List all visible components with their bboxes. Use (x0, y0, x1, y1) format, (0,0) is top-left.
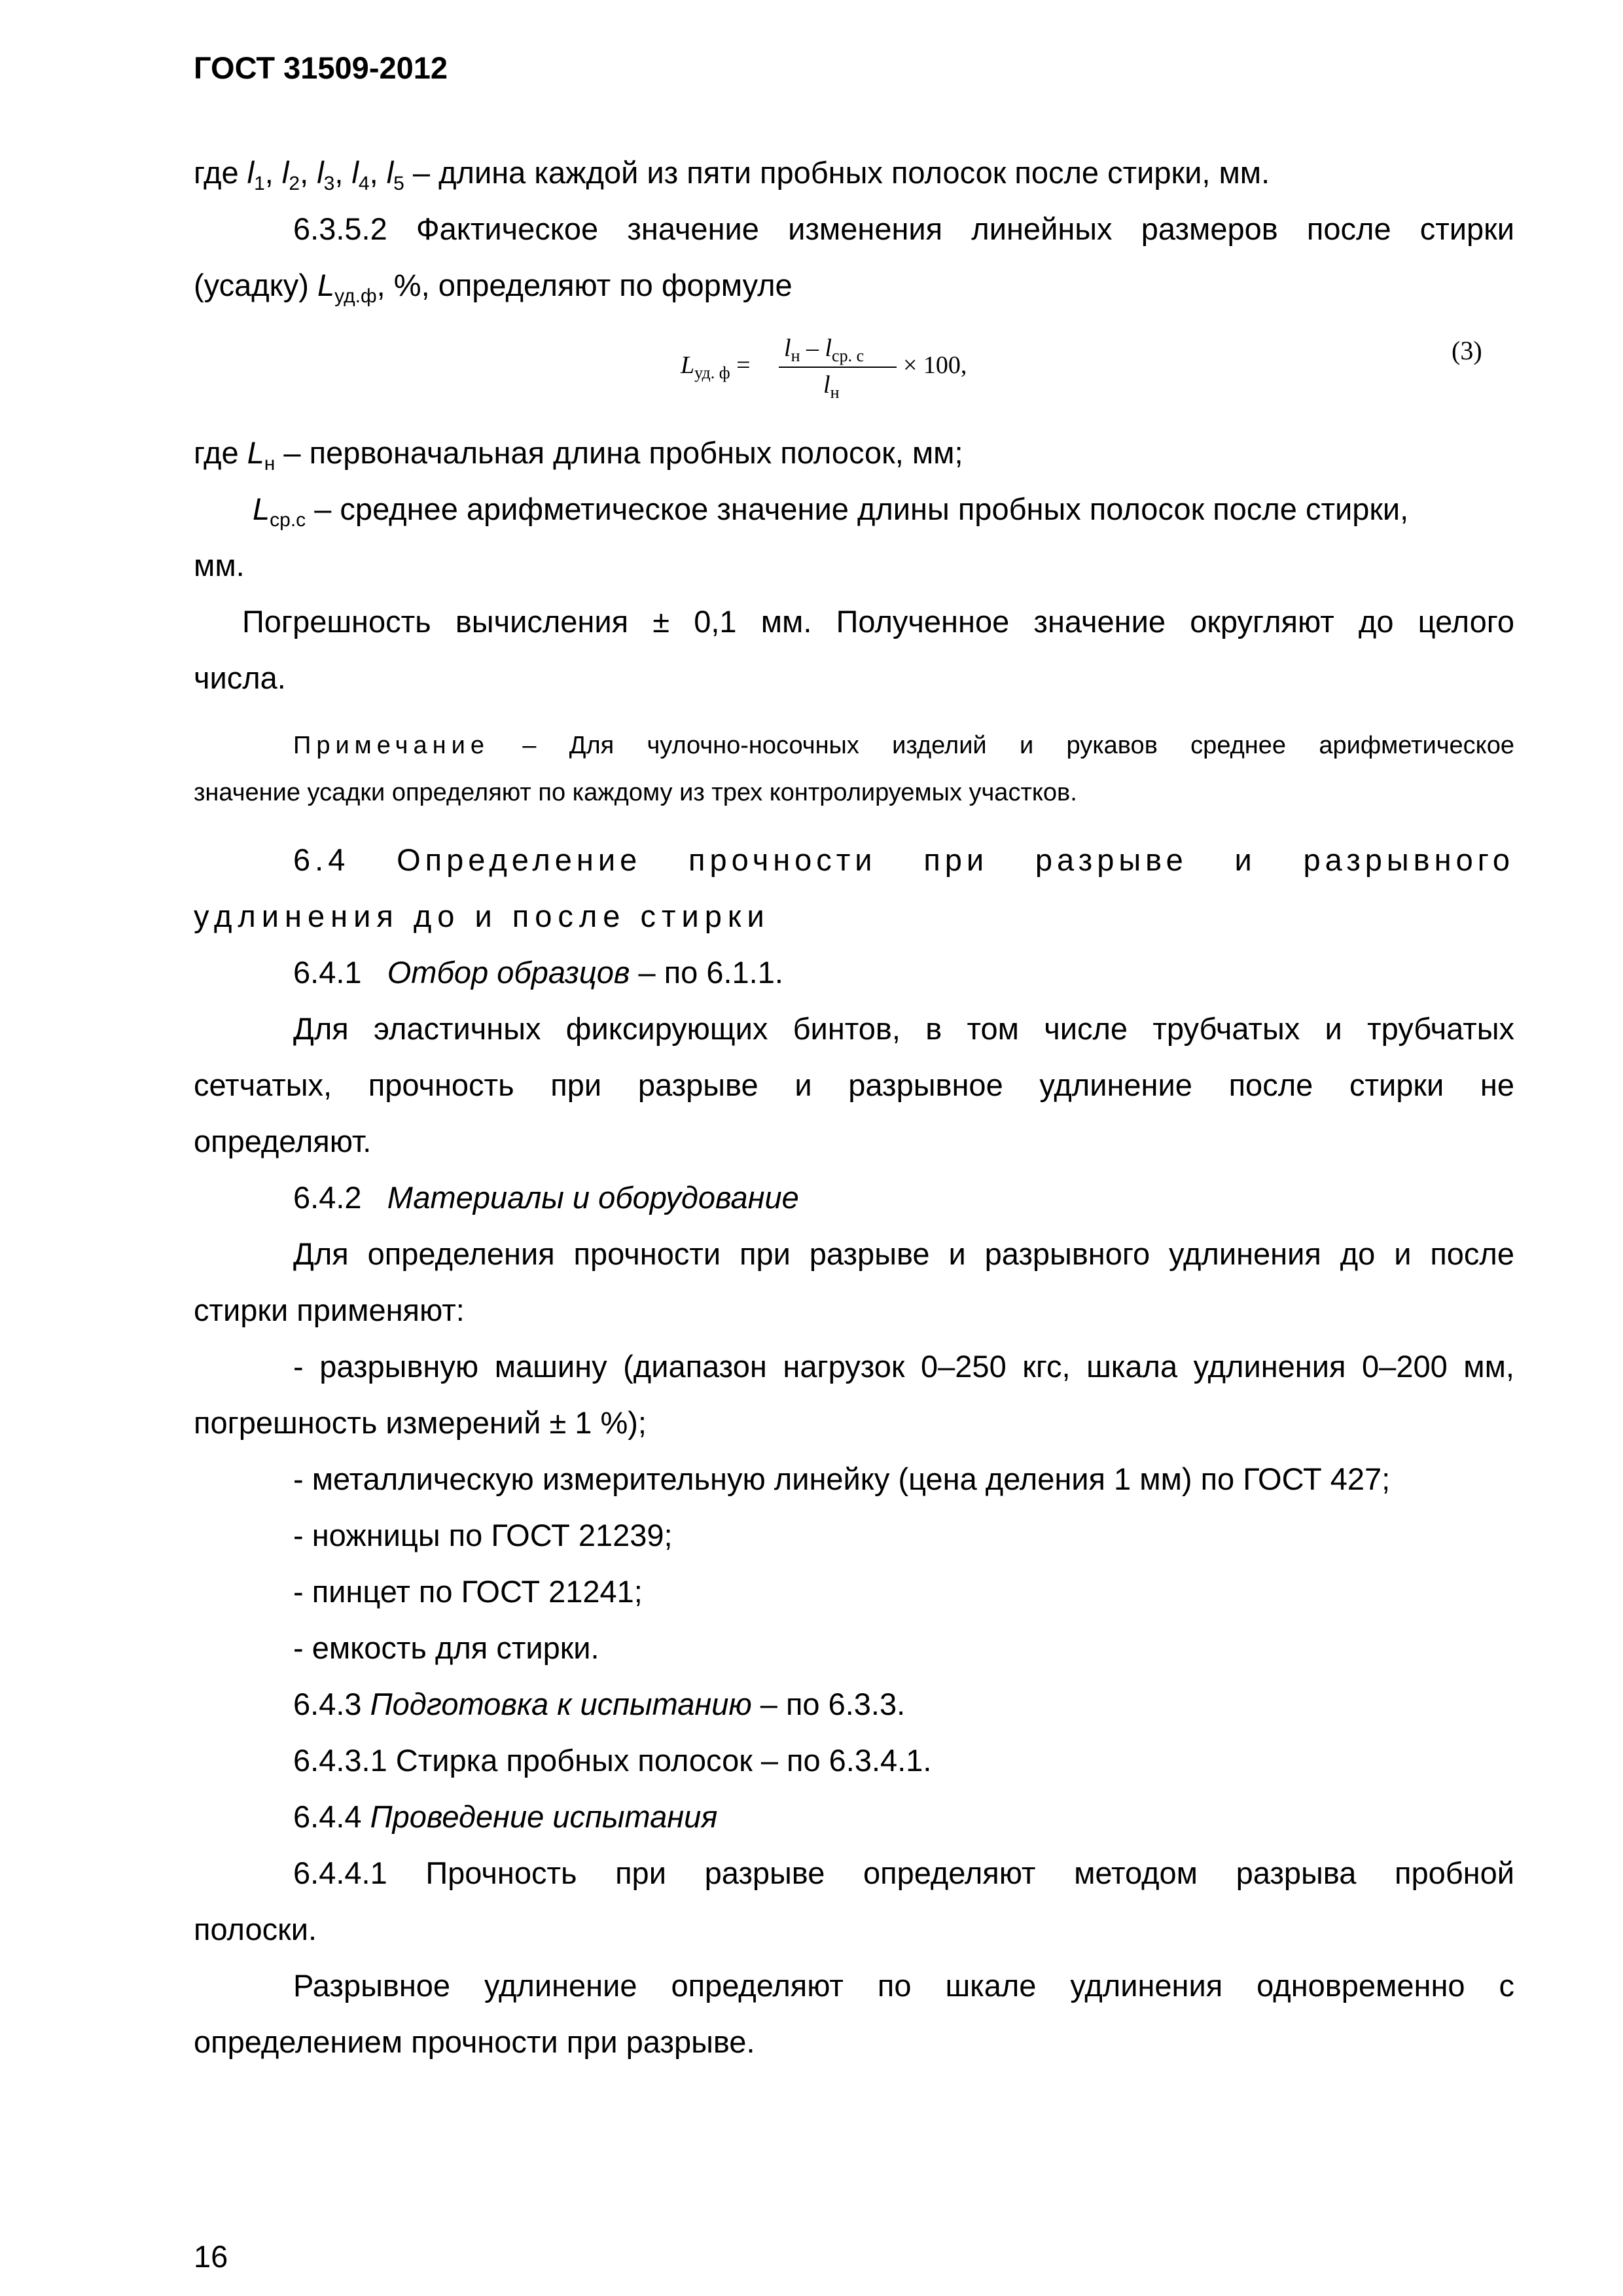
l-sub-2: 2 (289, 173, 300, 194)
p644-title: Проведение испытания (370, 1799, 718, 1834)
p641-number: 6.4.1 (293, 955, 362, 990)
numerator-a-sub: н (791, 346, 800, 365)
elastic-line2: сетчатых, прочность при разрыве и разрывное удлинение после стирки не (194, 1067, 1514, 1102)
formula-lhs-sub: уд. ф (694, 363, 730, 382)
formula-intro: , %, определяют по формуле (376, 268, 793, 302)
paragraph-6352-line2 (194, 267, 793, 308)
numerator-minus: – (800, 334, 825, 362)
note-text: – Для чулочно-носочных изделий и рукавов среднее арифметическое (522, 732, 1514, 759)
section-6-4-heading-line1: 6.4 Определение прочности при разрыве и разрывного (293, 842, 1514, 877)
where-ln-line (194, 435, 963, 475)
paragraph-6441-line2: полоски. (194, 1912, 317, 1946)
p643-number: 6.4.3 (293, 1687, 370, 1721)
p642-title: Материалы и оборудование (387, 1180, 799, 1215)
Lcp-sub: ср.с (270, 509, 306, 531)
list-item-scissors: - ножницы по ГОСТ 21239; (293, 1518, 673, 1552)
p643-ref: – по 6.3.3. (751, 1687, 906, 1721)
l-symbol: l (386, 155, 394, 190)
paragraph-642 (293, 1179, 799, 1215)
elastic-line1: Для эластичных фиксирующих бинтов, в том числе трубчатых и трубчатых (293, 1011, 1514, 1046)
elongation-line1: Разрывное удлинение определяют по шкале удлинения одновременно с (293, 1968, 1514, 2003)
formula-number: (3) (1452, 336, 1482, 365)
list-item-ruler: - металлическую измерительную линейку (цена деления 1 мм) по ГОСТ 427; (293, 1462, 1391, 1496)
Ln-description: – первоначальная длина пробных полосок, мм; (275, 435, 963, 470)
p641-title: Отбор образцов (387, 955, 630, 990)
Lcp-description: – среднее арифметическое значение длины пробных полосок после стирки, (306, 492, 1409, 526)
formula-lhs (681, 351, 751, 383)
formula-times: × 100, (903, 351, 967, 379)
formula-lhs-symbol: L (681, 351, 695, 379)
numerator-a: l (784, 334, 791, 362)
list-item-tweezers: - пинцет по ГОСТ 21241; (293, 1574, 643, 1609)
paragraph-6352-line1: 6.3.5.2 Фактическое значение изменения линейных размеров после стирки (293, 211, 1514, 246)
l-symbol: l (317, 155, 324, 190)
L-sub: уд.ф (334, 285, 377, 307)
fraction-bar (779, 367, 897, 368)
l-sub-5: 5 (393, 173, 404, 194)
comma: , (264, 155, 282, 190)
list-item-machine-line1: - разрывную машину (диапазон нагрузок 0–250 кгс, шкала удлинения 0–200 мм, (293, 1349, 1514, 1384)
numerator-b: l (825, 334, 832, 362)
where-lcp-line (253, 491, 1408, 531)
elastic-line3: определяют. (194, 1124, 372, 1158)
comma: , (300, 155, 317, 190)
numerator-b-sub: ср. с (832, 346, 865, 365)
l-symbol: l (351, 155, 359, 190)
L-symbol: L (317, 268, 335, 302)
paragraph-6431: 6.4.3.1 Стирка пробных полосок – по 6.3.4.1. (293, 1743, 932, 1778)
formula-numerator (784, 334, 864, 366)
p644-number: 6.4.4 (293, 1799, 370, 1834)
p641-ref: – по 6.1.1. (630, 955, 783, 990)
page-number: 16 (194, 2239, 228, 2274)
p642-number: 6.4.2 (293, 1180, 362, 1215)
note-line2: значение усадки определяют по каждому из трех контролируемых участков. (194, 779, 1077, 806)
paragraph-641 (293, 954, 783, 990)
error-line2: числа. (194, 660, 286, 695)
comma: , (334, 155, 352, 190)
document-code: ГОСТ 31509-2012 (194, 50, 448, 85)
paragraph-644 (293, 1799, 717, 1835)
l-symbol: l (281, 155, 289, 190)
denominator-sub: н (830, 383, 840, 402)
where-l-description: – длина каждой из пяти пробных полосок после стирки, мм. (404, 155, 1270, 190)
Ln-sub: н (264, 453, 276, 475)
where-word: где (194, 435, 247, 470)
note-label: Примечание (293, 732, 490, 759)
l-sub-3: 3 (323, 173, 335, 194)
error-line1: Погрешность вычисления ± 0,1 мм. Полученное значение округляют до целого (242, 604, 1514, 639)
formula-equals: = (736, 351, 751, 379)
denominator-symbol: l (823, 371, 830, 399)
paragraph-6441-line1: 6.4.4.1 Прочность при разрыве определяют методом разрыва пробной (293, 1856, 1514, 1890)
list-item-container: - емкость для стирки. (293, 1630, 599, 1665)
where-l-line (194, 154, 1270, 195)
comma: , (369, 155, 387, 190)
where-word: где (194, 155, 247, 190)
p643-title: Подготовка к испытанию (370, 1687, 752, 1721)
apply-line2: стирки применяют: (194, 1293, 465, 1327)
l-sub-1: 1 (254, 173, 265, 194)
section-6-4-heading-line2: удлинения до и после стирки (194, 899, 770, 933)
l-sub-4: 4 (358, 173, 370, 194)
shrinkage-word: (усадку) (194, 268, 317, 302)
l-symbol: l (247, 155, 255, 190)
Ln-symbol: L (247, 435, 264, 470)
formula-denominator (823, 370, 839, 403)
where-lcp-line2: мм. (194, 548, 245, 583)
Lcp-symbol: L (253, 492, 270, 526)
list-item-machine-line2: погрешность измерений ± 1 %); (194, 1405, 647, 1440)
elongation-line2: определением прочности при разрыве. (194, 2024, 755, 2059)
note-line1 (293, 732, 1514, 760)
paragraph-643 (293, 1686, 905, 1722)
apply-line1: Для определения прочности при разрыве и разрывного удлинения до и после (293, 1236, 1514, 1271)
